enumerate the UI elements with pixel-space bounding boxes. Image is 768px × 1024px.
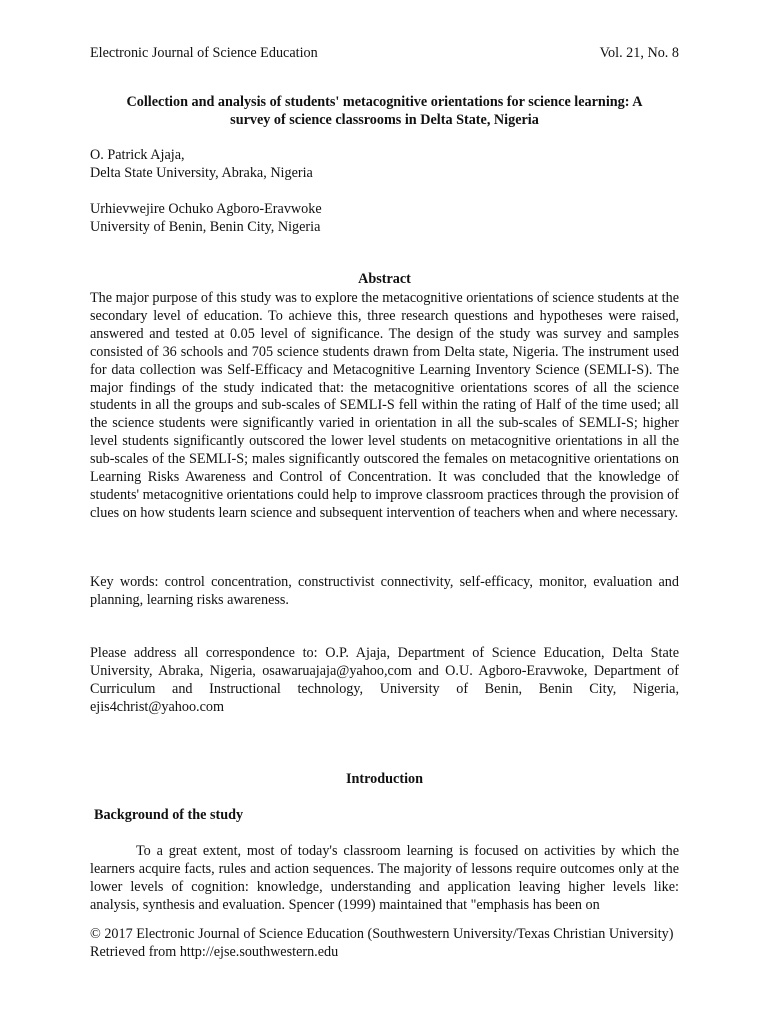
journal-name: Electronic Journal of Science Education: [90, 45, 318, 61]
keywords: Key words: control concentration, constructivist connectivity, self-efficacy, monitor, evaluation and planning, learning risks awareness.: [90, 574, 679, 608]
introduction-paragraph: To a great extent, most of today's classroom learning is focused on activities by which the learners acquire facts, rules and action sequences. The majority of lessons require outcomes only at the lower levels of cognition: knowledge, understanding and application leaving higher levels like: analysis, synthesis and evaluation. Spencer (1999) maintained that "emphasis has been on: [90, 843, 679, 913]
author-block: [90, 147, 679, 183]
introduction-heading: Introduction: [346, 771, 423, 787]
author-affiliation: Delta State University, Abraka, Nigeria: [90, 164, 313, 181]
title-line-1: Collection and analysis of students' metacognitive orientations for science learning: A: [126, 94, 643, 110]
author-block: [90, 201, 679, 237]
title-line-2: survey of science classrooms in Delta State, Nigeria: [230, 111, 539, 128]
page-footer: [90, 926, 690, 962]
author-name: O. Patrick Ajaja,: [90, 147, 185, 163]
background-subheading: Background of the study: [94, 807, 244, 823]
correspondence-note: Please address all correspondence to: O.P. Ajaja, Department of Science Education, Delta State University, Abraka, Nigeria, osawaruajaja@yahoo,com and O.U. Agboro-Eravwoke, Department of Curriculum and Instructional technology, University of Benin, Benin City, Nigeria, ejis4christ@yahoo.com: [90, 645, 679, 715]
volume-number: Vol. 21, No. 8: [599, 45, 679, 61]
author-affiliation: University of Benin, Benin City, Nigeria: [90, 218, 321, 235]
copyright-notice: © 2017 Electronic Journal of Science Education (Southwestern University/Texas Christian University): [90, 926, 674, 942]
author-name: Urhievwejire Ochuko Agboro-Eravwoke: [90, 201, 322, 217]
retrieval-url: Retrieved from http://ejse.southwestern.edu: [90, 943, 339, 960]
abstract-heading: Abstract: [358, 271, 411, 287]
abstract-text: The major purpose of this study was to explore the metacognitive orientations of science students at the secondary level of education. To achieve this, three research questions and hypotheses were raised, answered and tested at 0.05 level of significance. The design of the study was survey and samples consisted of 36 schools and 705 science students drawn from Delta state, Nigeria. The instrument used for data collection was Self-Efficacy and Metacognitive Learning Inventory Science (SEMLI-S). The major findings of the study indicated that: the metacognitive orientations scores of all the science students in all the groups and sub-scales of SEMLI-S fell within the rating of Half of the time used; all the science students were significantly varied in orientation in all the sub-scales of SEMLI-S; higher level students significantly outscored the lower level students on metacognitive orientations in all the sub-scales of the SEMLI-S; males significantly outscored the females on metacognitive orientations on Learning Risks Awareness and Control of Concentration. It was concluded that the knowledge of students' metacognitive orientations could help to improve classroom practices through the provision of clues on how students learn science and subsequent intervention of teachers when and where necessary.: [90, 290, 679, 521]
running-header: [90, 45, 679, 63]
paper-title: [90, 94, 679, 130]
